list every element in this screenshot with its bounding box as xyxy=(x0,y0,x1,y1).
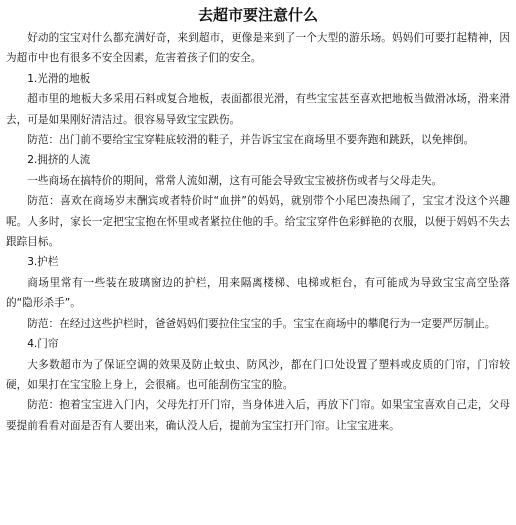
section-prevention-railing: 防范：在经过这些护栏时，爸爸妈妈们要拉住宝宝的手。宝宝在商场中的攀爬行为一定要严厉制止。 xyxy=(27,317,496,330)
section-heading-crowd: 2.拥挤的人流 xyxy=(27,154,91,167)
section-body-curtain: 大多数超市为了保证空调的效果及防止蚊虫、防风沙，都在门口处设置了塑料或皮质的门帘，门帘较硬，如果打在宝宝脸上身上，会很痛。也可能刮伤宝宝的脸。 xyxy=(6,358,510,391)
document-title: 去超市要注意什么 xyxy=(197,6,318,24)
section-heading-curtain: 4.门帘 xyxy=(27,338,59,351)
intro-paragraph: 好动的宝宝对什么都充满好奇，来到超市，更像是来到了一个大型的游乐场。妈妈们可要打起精神，因为超市中也有很多不安全因素，危害着孩子们的安全。 xyxy=(6,32,510,65)
section-prevention-crowd: 防范：喜欢在商场岁末酬宾或者特价时“血拼”的妈妈，就别带个小尾巴凑热闹了，宝宝才没这个兴趣呢。人多时，家长一定把宝宝抱在怀里或者紧拉住他的手。给宝宝穿件色彩鲜艳的衣服，以便于妈妈不失去跟踪目标。 xyxy=(6,195,510,249)
section-prevention-floor: 防范：出门前不要给宝宝穿鞋底较滑的鞋子，并告诉宝宝在商场里不要奔跑和跳跃，以免摔倒。 xyxy=(27,134,475,147)
section-body-floor: 超市里的地板大多采用石料或复合地板，表面都很光滑，有些宝宝甚至喜欢把地板当做滑冰场，滑来滑去，可是如果刚好清洁过。很容易导致宝宝跌伤。 xyxy=(6,93,510,126)
section-body-railing: 商场里常有一些装在玻璃窗边的护栏，用来隔离楼梯、电梯或柜台，有可能成为导致宝宝高空坠落的“隐形杀手”。 xyxy=(6,276,510,310)
section-heading-railing: 3.护栏 xyxy=(27,256,59,269)
section-heading-floor: 1.光滑的地板 xyxy=(27,72,91,85)
section-body-crowd: 一些商场在搞特价的期间，常常人流如潮，这有可能会导致宝宝被挤伤或者与父母走失。 xyxy=(27,174,443,187)
section-prevention-curtain: 防范：抱着宝宝进入门内，父母先打开门帘，当身体进入后，再放下门帘。如果宝宝喜欢自己走，父母要提前看看对面是否有人要出来，确认没人后，提前为宝宝打开门帘。让宝宝进来。 xyxy=(6,399,510,432)
